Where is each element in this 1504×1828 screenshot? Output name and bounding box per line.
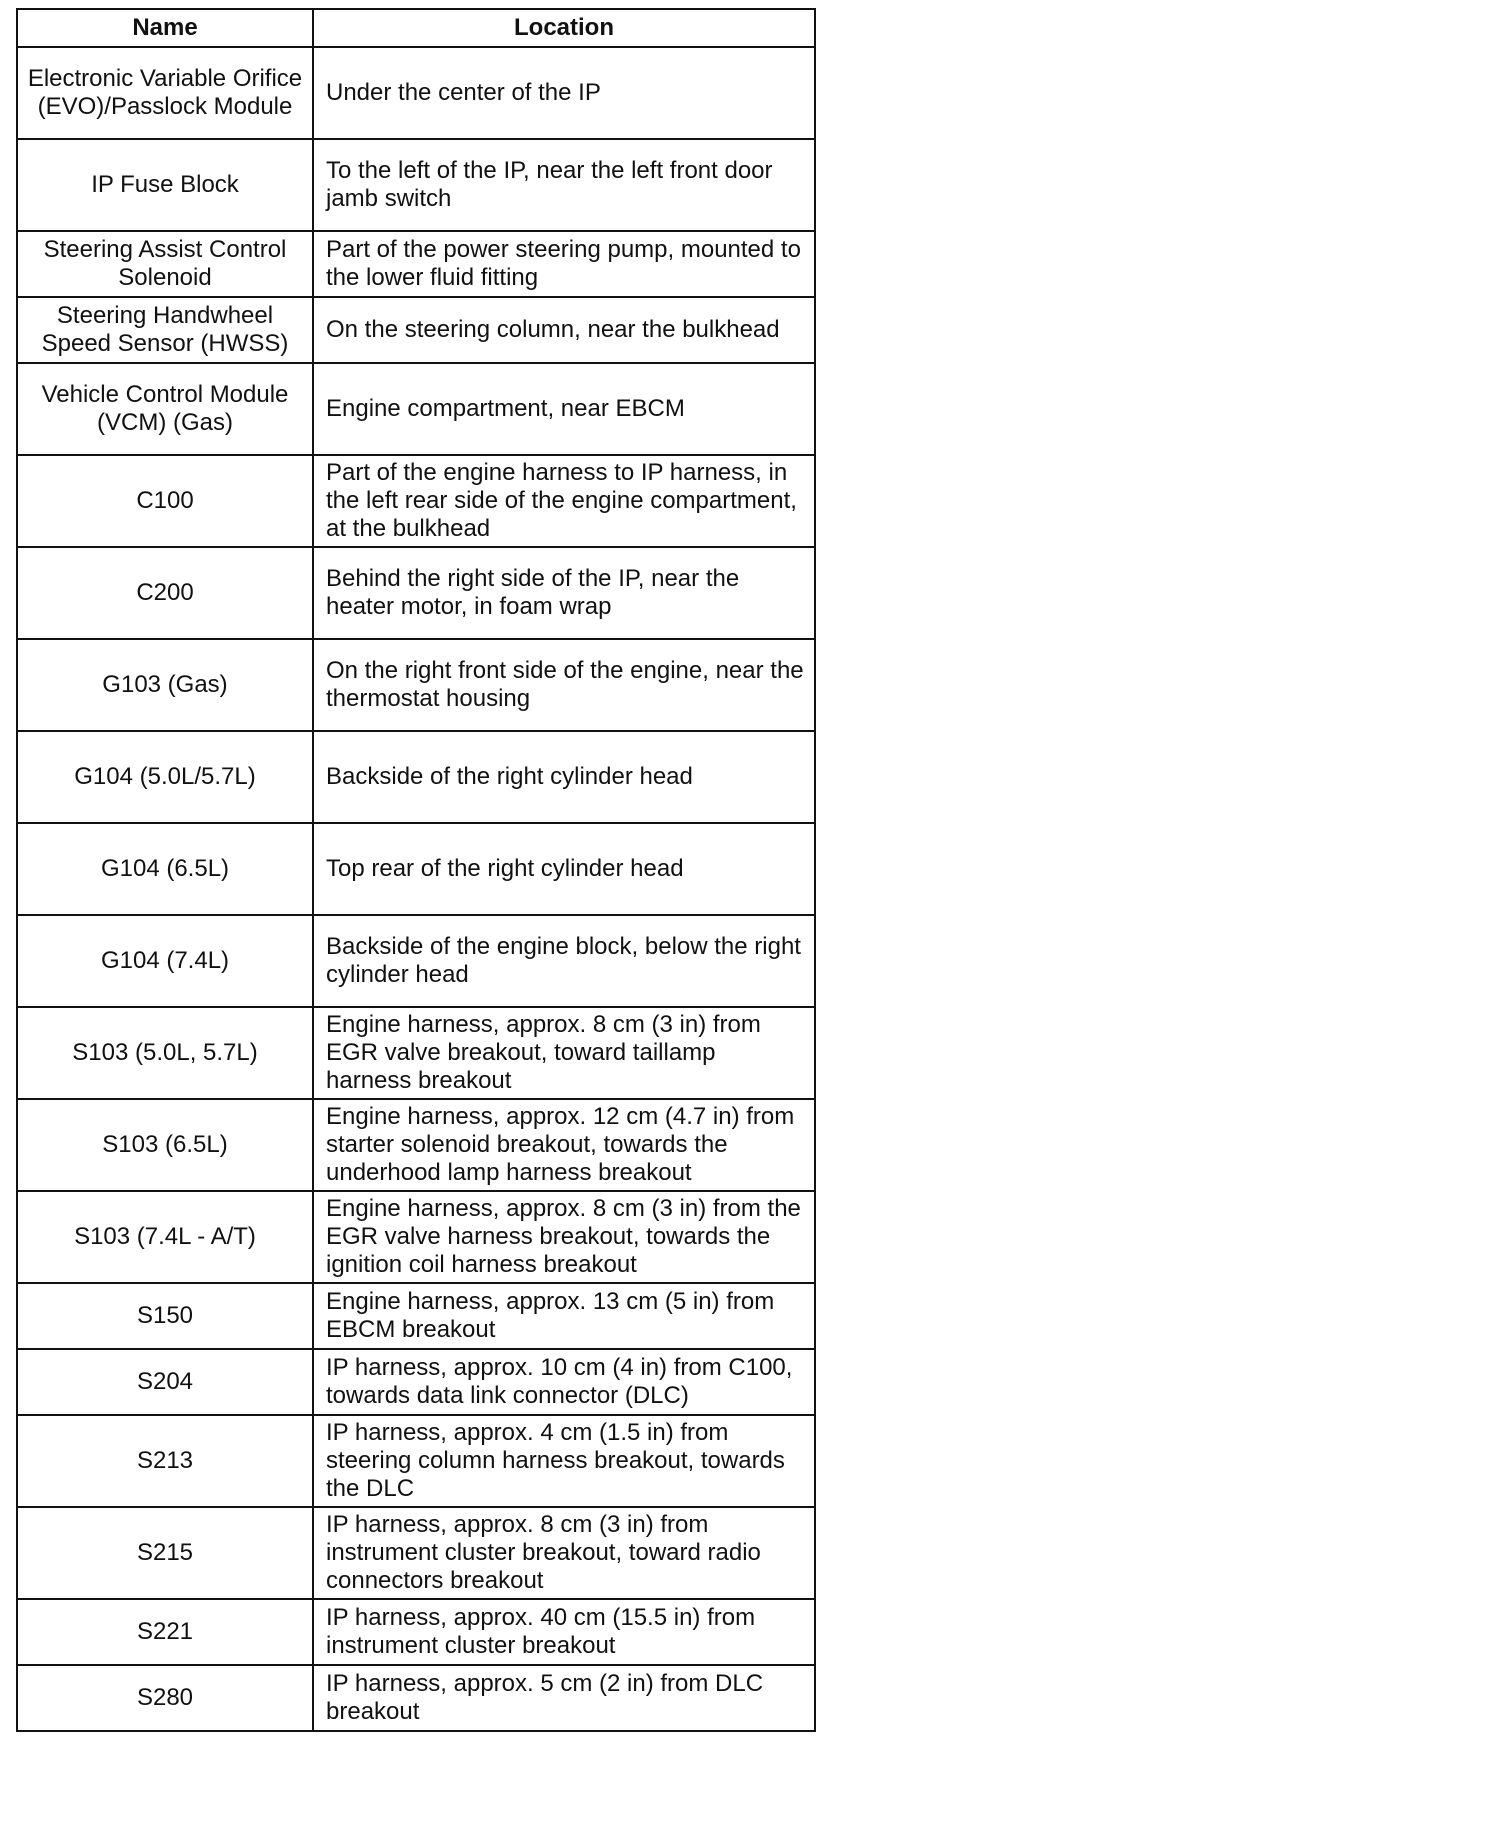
table-row xyxy=(17,1349,815,1415)
table-row xyxy=(17,297,815,363)
component-location-cell: IP harness, approx. 40 cm (15.5 in) from instrument cluster breakout xyxy=(313,1599,815,1665)
table-row xyxy=(17,47,815,139)
component-name-cell: C100 xyxy=(17,455,313,547)
component-location-cell: Engine harness, approx. 8 cm (3 in) from EGR valve breakout, toward taillamp harness breakout xyxy=(313,1007,815,1099)
table-row xyxy=(17,1283,815,1349)
table-row xyxy=(17,547,815,639)
component-location-cell: Engine compartment, near EBCM xyxy=(313,363,815,455)
component-location-cell: Backside of the right cylinder head xyxy=(313,731,815,823)
component-location-cell: Part of the engine harness to IP harness, in the left rear side of the engine compartment, at the bulkhead xyxy=(313,455,815,547)
component-name-cell: Steering Handwheel Speed Sensor (HWSS) xyxy=(17,297,313,363)
component-location-cell: Under the center of the IP xyxy=(313,47,815,139)
component-name-cell: Vehicle Control Module (VCM) (Gas) xyxy=(17,363,313,455)
component-name-cell: S215 xyxy=(17,1507,313,1599)
table-header-row xyxy=(17,9,815,47)
component-name-cell: S150 xyxy=(17,1283,313,1349)
component-name-cell: S204 xyxy=(17,1349,313,1415)
name-column-header: Name xyxy=(17,9,313,47)
table-row xyxy=(17,1599,815,1665)
component-name-cell: S221 xyxy=(17,1599,313,1665)
component-name-cell: G104 (5.0L/5.7L) xyxy=(17,731,313,823)
component-name-cell: Electronic Variable Orifice (EVO)/Passlock Module xyxy=(17,47,313,139)
table-row xyxy=(17,731,815,823)
component-location-cell: Behind the right side of the IP, near the heater motor, in foam wrap xyxy=(313,547,815,639)
component-location-cell: On the steering column, near the bulkhead xyxy=(313,297,815,363)
table-row xyxy=(17,231,815,297)
component-name-cell: G104 (7.4L) xyxy=(17,915,313,1007)
component-location-cell: Part of the power steering pump, mounted to the lower fluid fitting xyxy=(313,231,815,297)
component-name-cell: IP Fuse Block xyxy=(17,139,313,231)
component-location-cell: On the right front side of the engine, near the thermostat housing xyxy=(313,639,815,731)
component-location-cell: IP harness, approx. 4 cm (1.5 in) from steering column harness breakout, towards the DLC xyxy=(313,1415,815,1507)
component-location-cell: IP harness, approx. 8 cm (3 in) from instrument cluster breakout, toward radio connectors breakout xyxy=(313,1507,815,1599)
component-name-cell: C200 xyxy=(17,547,313,639)
component-location-cell: IP harness, approx. 5 cm (2 in) from DLC breakout xyxy=(313,1665,815,1731)
table-row xyxy=(17,455,815,547)
table-row xyxy=(17,363,815,455)
table-row xyxy=(17,823,815,915)
component-location-cell: Top rear of the right cylinder head xyxy=(313,823,815,915)
component-name-cell: Steering Assist Control Solenoid xyxy=(17,231,313,297)
component-location-cell: Engine harness, approx. 13 cm (5 in) from EBCM breakout xyxy=(313,1283,815,1349)
location-column-header: Location xyxy=(313,9,815,47)
component-location-cell: Engine harness, approx. 8 cm (3 in) from the EGR valve harness breakout, towards the ignition coil harness breakout xyxy=(313,1191,815,1283)
table-row xyxy=(17,639,815,731)
component-name-cell: S280 xyxy=(17,1665,313,1731)
component-name-cell: S103 (5.0L, 5.7L) xyxy=(17,1007,313,1099)
component-name-cell: S103 (7.4L - A/T) xyxy=(17,1191,313,1283)
table-row xyxy=(17,1665,815,1731)
table-row xyxy=(17,1099,815,1191)
component-location-sheet xyxy=(16,8,814,1732)
table-row xyxy=(17,1007,815,1099)
component-name-cell: S103 (6.5L) xyxy=(17,1099,313,1191)
component-name-cell: S213 xyxy=(17,1415,313,1507)
component-location-table xyxy=(16,8,816,1732)
component-name-cell: G103 (Gas) xyxy=(17,639,313,731)
component-location-cell: Backside of the engine block, below the right cylinder head xyxy=(313,915,815,1007)
table-row xyxy=(17,1191,815,1283)
table-row xyxy=(17,915,815,1007)
table-row xyxy=(17,1507,815,1599)
table-row xyxy=(17,139,815,231)
component-location-cell: IP harness, approx. 10 cm (4 in) from C100, towards data link connector (DLC) xyxy=(313,1349,815,1415)
table-body xyxy=(17,47,815,1731)
table-row xyxy=(17,1415,815,1507)
component-location-cell: To the left of the IP, near the left front door jamb switch xyxy=(313,139,815,231)
component-location-cell: Engine harness, approx. 12 cm (4.7 in) from starter solenoid breakout, towards the underhood lamp harness breakout xyxy=(313,1099,815,1191)
component-name-cell: G104 (6.5L) xyxy=(17,823,313,915)
